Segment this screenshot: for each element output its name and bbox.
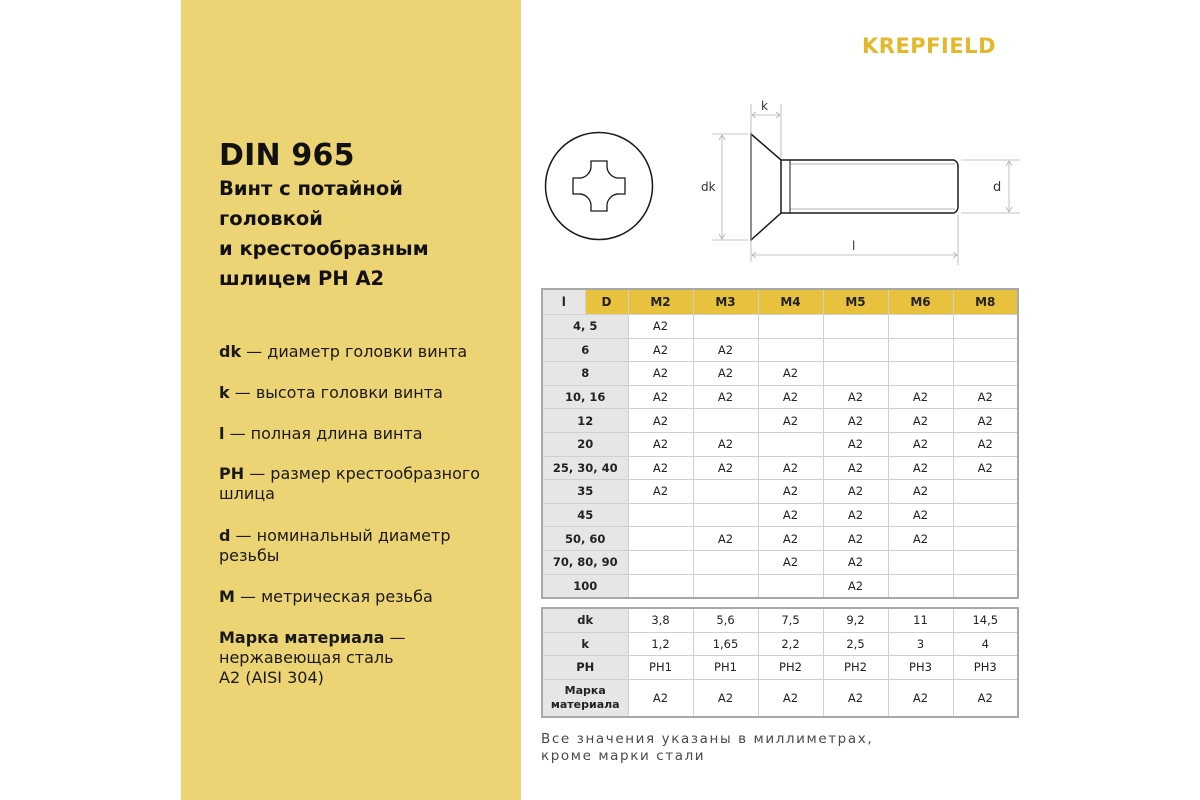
table-cell: A2 (628, 338, 693, 362)
label-d: d (993, 180, 1002, 195)
table-cell: A2 (628, 385, 693, 409)
legend-text: номинальный диаметр (256, 526, 451, 545)
row-length: 4, 5 (542, 315, 628, 339)
row-length: 50, 60 (542, 527, 628, 551)
row-length: 8 (542, 362, 628, 386)
table-cell: A2 (758, 679, 823, 717)
table-cell: PH3 (888, 656, 953, 680)
table-row (542, 480, 1018, 504)
table-cell: 3,8 (628, 608, 693, 632)
header-size: M8 (953, 289, 1018, 315)
table-cell: A2 (823, 527, 888, 551)
table-cell (628, 527, 693, 551)
table-cell (758, 432, 823, 456)
table-cell (953, 527, 1018, 551)
table-cell: A2 (758, 527, 823, 551)
product-title (219, 174, 429, 294)
table-cell: A2 (758, 409, 823, 433)
table-cell: PH1 (693, 656, 758, 680)
legend-dash: — (224, 424, 251, 443)
row-label-line: материала (550, 697, 620, 711)
table-row (542, 503, 1018, 527)
table-cell: A2 (628, 679, 693, 717)
table-cell: 1,65 (693, 632, 758, 656)
table-cell: 2,5 (823, 632, 888, 656)
table-row (542, 409, 1018, 433)
table-cell: A2 (758, 456, 823, 480)
legend-dash: — (384, 628, 406, 647)
row-length: 70, 80, 90 (542, 550, 628, 574)
table-cell: 2,2 (758, 632, 823, 656)
table-cell (953, 550, 1018, 574)
title-block (219, 138, 429, 294)
legend-term: k (219, 383, 230, 402)
table-cell: A2 (888, 480, 953, 504)
table-cell (758, 315, 823, 339)
table-cell: A2 (953, 679, 1018, 717)
table-cell: A2 (628, 315, 693, 339)
table-cell: A2 (953, 432, 1018, 456)
table-cell: A2 (693, 362, 758, 386)
row-length: 12 (542, 409, 628, 433)
table-cell (953, 574, 1018, 598)
legend-item-d (219, 526, 519, 566)
screw-side-view (751, 134, 958, 240)
table-cell: A2 (823, 574, 888, 598)
header-size: M5 (823, 289, 888, 315)
table-cell: PH2 (823, 656, 888, 680)
row-length: 45 (542, 503, 628, 527)
legend-dash: — (241, 342, 268, 361)
row-length: 6 (542, 338, 628, 362)
table-cell: A2 (888, 679, 953, 717)
row-label: PH (542, 656, 628, 680)
legend-item-k (219, 383, 519, 403)
label-dk: dk (701, 180, 716, 194)
legend-item-ph (219, 464, 519, 504)
product-title-line: и крестообразным (219, 237, 429, 260)
legend-term: Марка материала (219, 628, 385, 647)
table-cell: A2 (693, 432, 758, 456)
legend-text: метрическая резьба (261, 587, 433, 606)
table-cell (888, 550, 953, 574)
table-cell: 7,5 (758, 608, 823, 632)
table-cell (693, 480, 758, 504)
table-cell: A2 (953, 409, 1018, 433)
table-cell: 11 (888, 608, 953, 632)
table-cell: A2 (628, 362, 693, 386)
table-cell (823, 362, 888, 386)
product-title-line: головкой (219, 207, 323, 230)
table-cell: 3 (888, 632, 953, 656)
table-cell (693, 409, 758, 433)
table-cell: A2 (953, 456, 1018, 480)
label-l: l (852, 239, 856, 253)
phillips-cross-icon (573, 161, 625, 211)
table-cell: A2 (693, 338, 758, 362)
table-cell (628, 550, 693, 574)
availability-table (541, 288, 1019, 599)
table-cell (758, 338, 823, 362)
legend-text: резьбы (219, 546, 280, 565)
table-cell: PH2 (758, 656, 823, 680)
table-cell: A2 (758, 480, 823, 504)
table-cell: A2 (888, 503, 953, 527)
legend-term: PH (219, 464, 245, 483)
table-cell: A2 (693, 527, 758, 551)
row-label: k (542, 632, 628, 656)
table-cell: A2 (628, 432, 693, 456)
table-row-material (542, 679, 1018, 717)
header-diameter: D (585, 289, 628, 315)
table-cell (953, 503, 1018, 527)
table-cell: 14,5 (953, 608, 1018, 632)
units-note-line: Все значения указаны в миллиметрах, (541, 731, 874, 747)
table-cell: A2 (888, 409, 953, 433)
table-cell (693, 315, 758, 339)
table-cell: A2 (823, 456, 888, 480)
label-k: k (761, 99, 768, 113)
table-cell (888, 338, 953, 362)
units-note-line: кроме марки стали (541, 748, 706, 764)
units-note (541, 731, 873, 765)
brand-logo: KREPFIELD (862, 34, 996, 58)
table-cell (823, 338, 888, 362)
table-cell: A2 (823, 480, 888, 504)
dimension-lines (712, 104, 1020, 265)
legend-text: шлица (219, 484, 275, 503)
table-cell: A2 (628, 409, 693, 433)
table-row (542, 432, 1018, 456)
table-cell: A2 (823, 385, 888, 409)
table-cell: A2 (888, 432, 953, 456)
table-cell: A2 (628, 456, 693, 480)
legend-item-dk (219, 342, 519, 362)
legend-text: высота головки винта (255, 383, 443, 402)
row-length: 25, 30, 40 (542, 456, 628, 480)
table-cell: 5,6 (693, 608, 758, 632)
legend-text: полная длина винта (250, 424, 423, 443)
table-header-row (542, 289, 1018, 315)
table-cell: 9,2 (823, 608, 888, 632)
table-cell: A2 (758, 550, 823, 574)
row-label-line: Марка (564, 683, 606, 697)
table-row-ph (542, 656, 1018, 680)
table-cell: A2 (758, 503, 823, 527)
legend-dash: — (234, 587, 262, 606)
row-label: dk (542, 608, 628, 632)
table-cell (953, 480, 1018, 504)
table-cell: PH1 (628, 656, 693, 680)
legend-text: диаметр головки винта (267, 342, 468, 361)
table-row (542, 527, 1018, 551)
legend-dash: — (229, 383, 256, 402)
table-row (542, 456, 1018, 480)
row-label (542, 679, 628, 717)
header-size: M6 (888, 289, 953, 315)
table-row-dk (542, 608, 1018, 632)
row-length: 100 (542, 574, 628, 598)
table-cell (953, 362, 1018, 386)
table-cell: A2 (888, 385, 953, 409)
table-cell: A2 (888, 527, 953, 551)
table-cell: A2 (628, 480, 693, 504)
screw-drawing (530, 90, 1020, 275)
legend-dash: — (230, 526, 257, 545)
table-cell: A2 (823, 409, 888, 433)
table-cell: A2 (953, 385, 1018, 409)
table-cell: A2 (758, 385, 823, 409)
table-cell (953, 315, 1018, 339)
legend-term: l (219, 424, 225, 443)
table-cell: 1,2 (628, 632, 693, 656)
table-cell: A2 (823, 503, 888, 527)
legend-item-material (219, 628, 519, 688)
table-row (542, 385, 1018, 409)
legend-term: M (219, 587, 235, 606)
legend-text: A2 (AISI 304) (219, 668, 324, 687)
table-cell (693, 503, 758, 527)
table-row (542, 315, 1018, 339)
table-row (542, 362, 1018, 386)
table-cell: A2 (823, 432, 888, 456)
row-length: 35 (542, 480, 628, 504)
header-length: l (542, 289, 585, 315)
legend-term: dk (219, 342, 242, 361)
table-cell (888, 315, 953, 339)
table-row-k (542, 632, 1018, 656)
header-size: M2 (628, 289, 693, 315)
table-cell (823, 315, 888, 339)
legend-text: размер крестообразного (270, 464, 481, 483)
table-cell (888, 574, 953, 598)
table-cell: A2 (693, 456, 758, 480)
screw-head-top-view (546, 133, 653, 240)
table-cell (628, 503, 693, 527)
table-cell: A2 (823, 550, 888, 574)
table-row (542, 338, 1018, 362)
table-cell: PH3 (953, 656, 1018, 680)
product-title-line: Винт с потайной (219, 177, 403, 200)
row-length: 20 (542, 432, 628, 456)
row-length: 10, 16 (542, 385, 628, 409)
table-cell (628, 574, 693, 598)
legend-term: d (219, 526, 231, 545)
table-cell: A2 (758, 362, 823, 386)
standard-title: DIN 965 (219, 138, 355, 173)
table-cell: A2 (693, 679, 758, 717)
table-cell: A2 (693, 385, 758, 409)
table-cell (693, 550, 758, 574)
table-row (542, 550, 1018, 574)
legend-dash: — (244, 464, 271, 483)
table-row (542, 574, 1018, 598)
table-cell (758, 574, 823, 598)
legend-item-l (219, 424, 519, 444)
header-size: M3 (693, 289, 758, 315)
table-cell: A2 (823, 679, 888, 717)
table-cell (888, 362, 953, 386)
legend-text: нержавеющая сталь (219, 648, 394, 667)
header-size: M4 (758, 289, 823, 315)
table-cell: A2 (888, 456, 953, 480)
dimensions-table (541, 607, 1019, 718)
legend-item-m (219, 587, 519, 607)
table-cell: 4 (953, 632, 1018, 656)
table-cell (693, 574, 758, 598)
table-cell (953, 338, 1018, 362)
product-title-line: шлицем PH A2 (219, 267, 385, 290)
